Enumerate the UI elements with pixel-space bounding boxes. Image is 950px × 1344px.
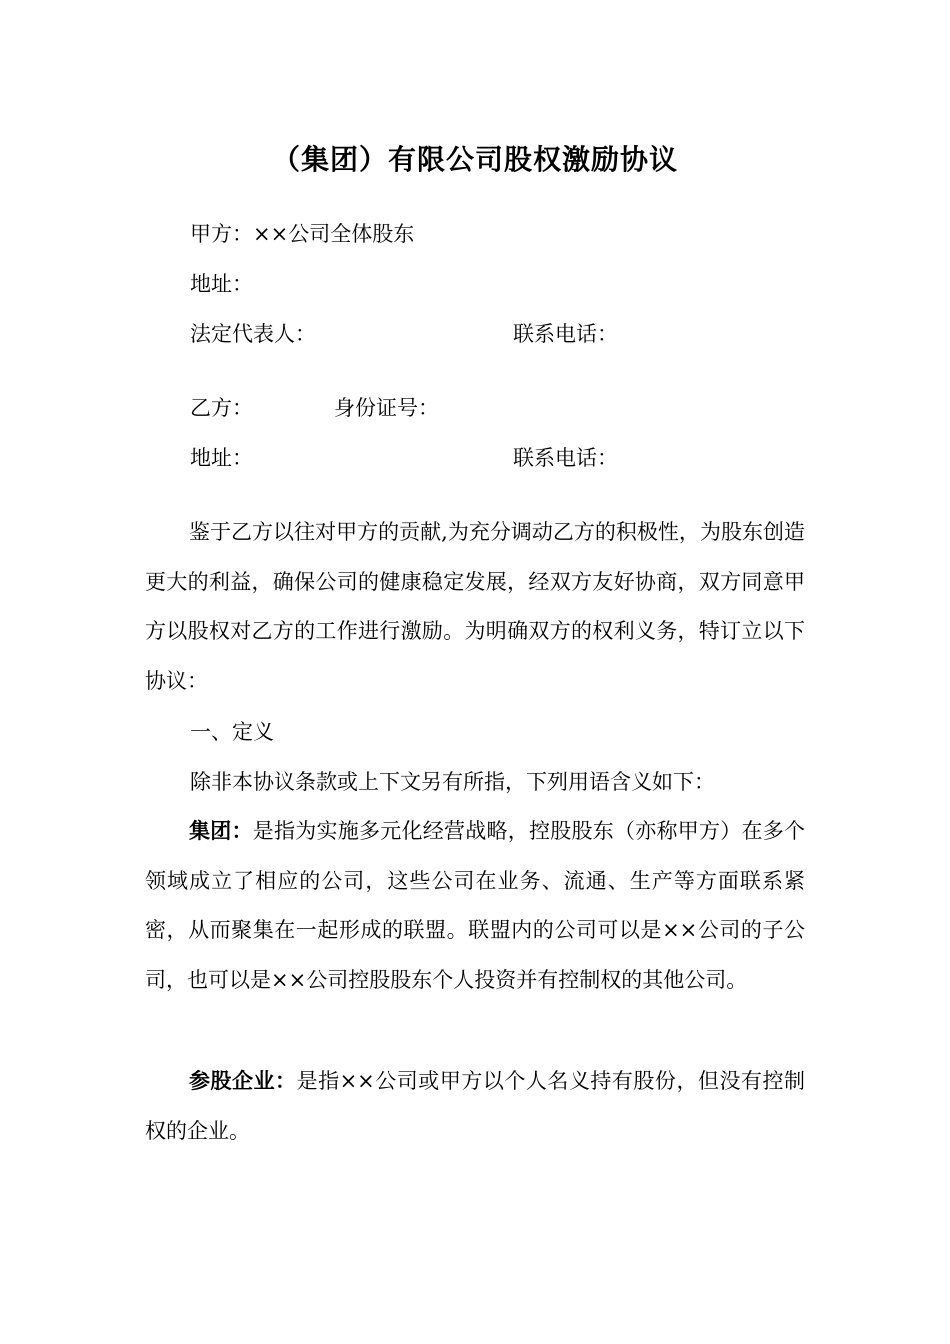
definition-group <box>145 806 805 1005</box>
definition-equity-term: 参股企业： <box>189 1068 297 1093</box>
definition-equity-text: 是指××公司或甲方以个人名义持有股份，但没有控制权的企业。 <box>145 1069 805 1143</box>
party-b-label: 乙方： <box>190 396 253 420</box>
party-a-legal-rep: 法定代表人： <box>190 322 316 346</box>
section-heading-definitions: 一、定义 <box>190 720 274 744</box>
definition-group-term: 集团： <box>189 818 253 843</box>
definition-group-text: 是指为实施多元化经营战略，控股股东（亦称甲方）在多个领域成立了相应的公司，这些公司在业务、流通、生产等方面联系紧密，从而聚集在一起形成的联盟。联盟内的公司可以是××公司的子公司，也可以是××公司控股股东个人投资并有控制权的其他公司。 <box>145 819 805 992</box>
party-b-id-number: 身份证号： <box>334 396 439 420</box>
preamble-paragraph: 鉴于乙方以往对甲方的贡献,为充分调动乙方的积极性，为股东创造更大的利益，确保公司的健康稳定发展，经双方友好协商，双方同意甲方以股权对乙方的工作进行激励。为明确双方的权利义务，特订立以下协议： <box>145 520 805 693</box>
party-b-address: 地址： <box>190 446 253 470</box>
definition-equity <box>145 1056 805 1156</box>
party-a-line: 甲方：××公司全体股东 <box>190 222 415 246</box>
document-title: （集团）有限公司股权激励协议 <box>271 143 678 176</box>
party-a-phone: 联系电话： <box>513 322 618 346</box>
definitions-intro: 除非本协议条款或上下文另有所指，下列用语含义如下： <box>190 770 715 794</box>
party-b-phone: 联系电话： <box>513 446 618 470</box>
party-a-address: 地址： <box>190 272 253 296</box>
